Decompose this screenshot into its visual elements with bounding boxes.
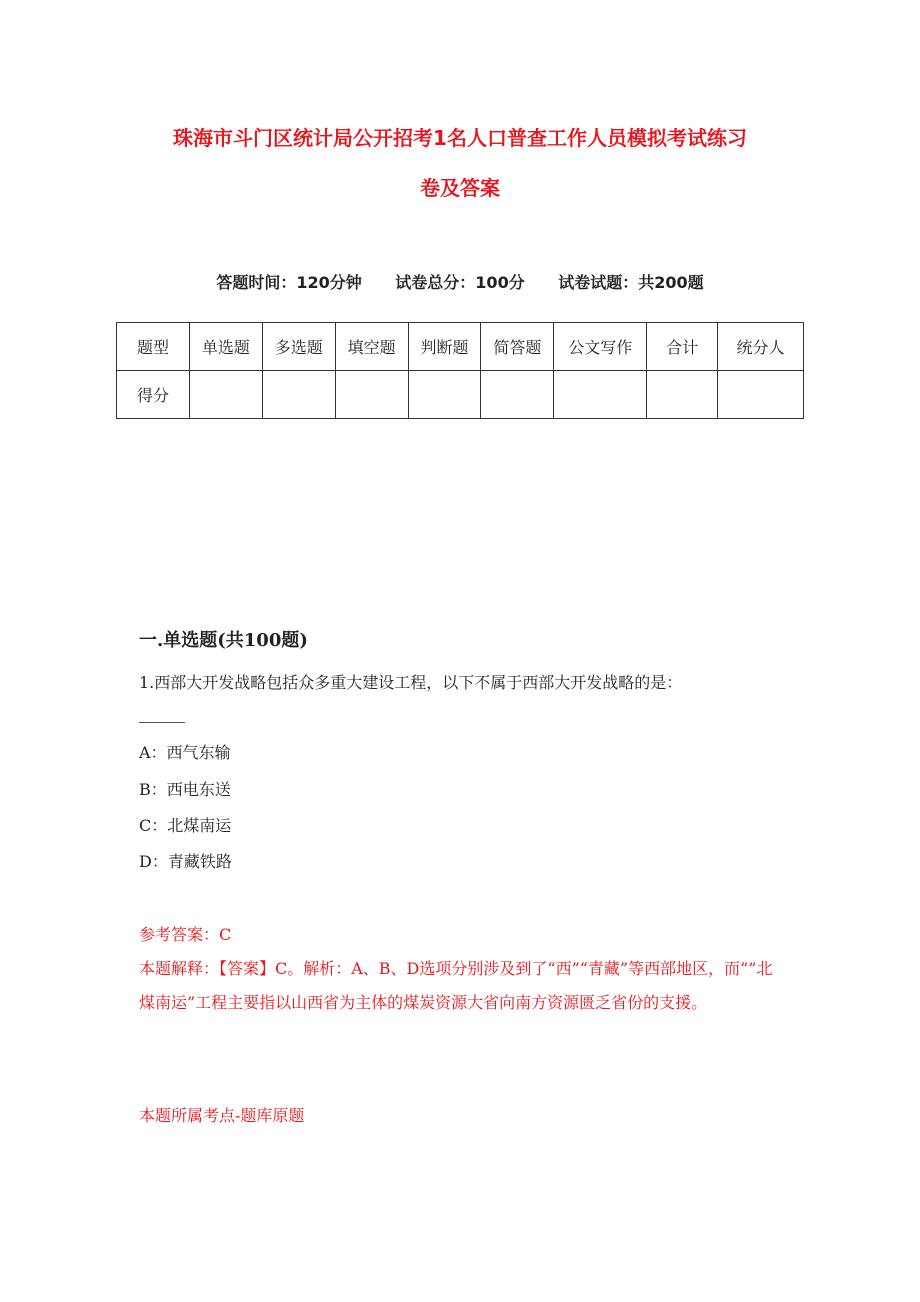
doc-title-line2: 卷及答案 [420,176,500,200]
header-cell: 合计 [647,323,718,371]
option-c: C：北煤南运 [139,816,232,835]
option-d: D：青藏铁路 [139,852,232,871]
score-cell [408,371,481,419]
score-cell [189,371,262,419]
section-title: 一.单选题(共100题) [139,630,308,651]
header-cell: 统分人 [718,323,804,371]
score-table-header-row [117,323,804,371]
header-cell: 简答题 [481,323,554,371]
score-table-score-row [117,371,804,419]
score-table [116,322,804,419]
score-cell [647,371,718,419]
reference-answer: 参考答案：C [139,925,232,944]
exam-meta [0,270,920,293]
header-cell: 公文写作 [554,323,647,371]
exam-time: 答题时间：120分钟 [216,273,362,292]
exam-total-score: 试卷总分：100分 [395,273,525,292]
answer-explanation: 本题解释：【答案】C。解析：A、B、D选项分别涉及到了“西”“青藏”等西部地区，而“”北煤南运”工程主要指以山西省为主体的煤炭资源大省向南方资源匮乏省份的支援。 [139,959,773,1012]
score-cell [554,371,647,419]
score-cell [481,371,554,419]
doc-title-line1: 珠海市斗门区统计局公开招考1名人口普查工作人员模拟考试练习 [173,126,747,150]
option-a: A：西气东输 [139,743,231,762]
header-cell: 判断题 [408,323,481,371]
row-label-cell: 得分 [117,371,190,419]
question-stem: 1.西部大开发战略包括众多重大建设工程，以下不属于西部大开发战略的是： [139,673,683,692]
score-cell [335,371,408,419]
question-source: 本题所属考点-题库原题 [139,1106,305,1125]
score-cell [262,371,335,419]
header-cell: 题型 [117,323,190,371]
answer-blank-line [139,722,185,723]
header-cell: 填空题 [335,323,408,371]
exam-question-count: 试卷试题：共200题 [558,273,704,292]
header-cell: 单选题 [189,323,262,371]
score-cell [718,371,804,419]
option-b: B：西电东送 [139,780,231,799]
header-cell: 多选题 [262,323,335,371]
